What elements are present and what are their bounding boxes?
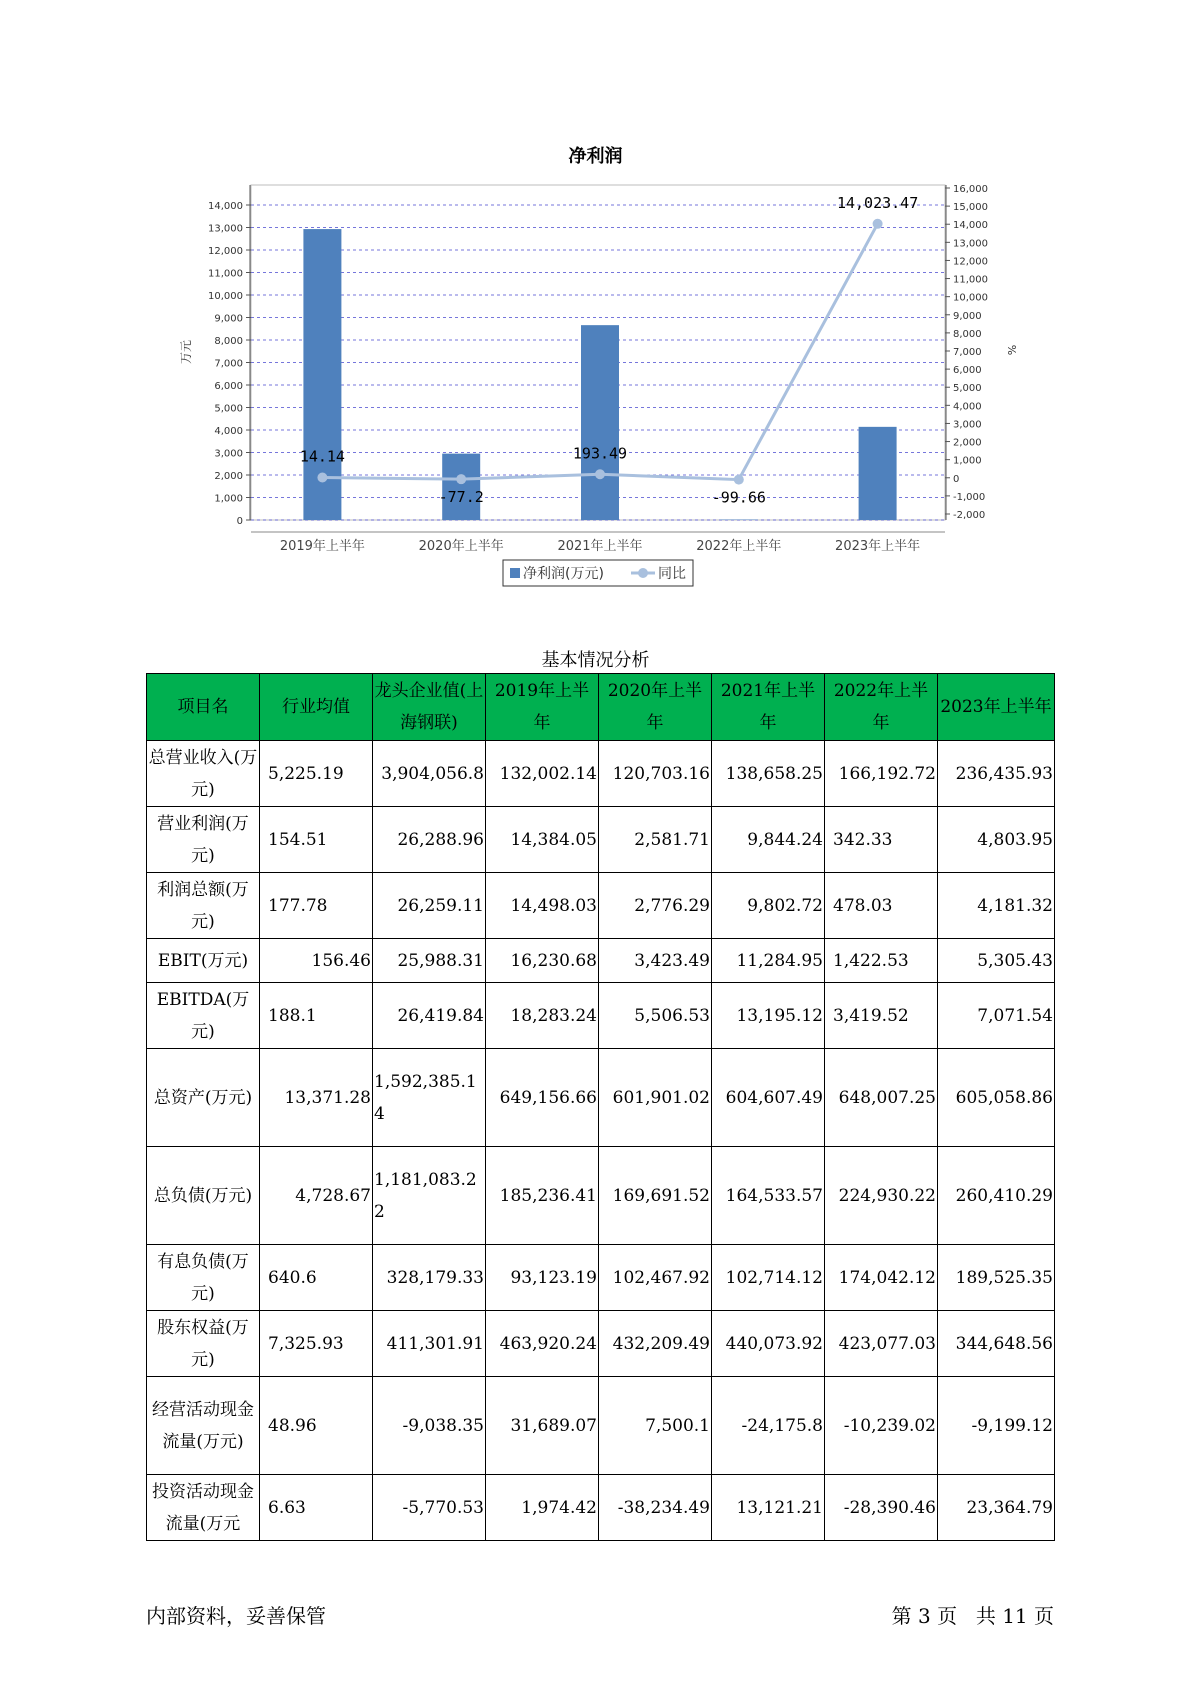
left-axis-tick-label: 10,000	[208, 291, 243, 302]
table-cell: 4,728.67	[260, 1147, 373, 1245]
row-label: EBIT(万元)	[147, 939, 260, 983]
table-cell: 156.46	[260, 939, 373, 983]
table-header-row	[147, 674, 1055, 741]
table-cell: -5,770.53	[373, 1475, 486, 1541]
page-suffix: 页	[937, 1604, 958, 1628]
row-label: 总营业收入(万元)	[147, 741, 260, 807]
right-axis-tick-label: 6,000	[953, 365, 982, 377]
right-axis-tick-label: 5,000	[953, 383, 982, 395]
left-axis-tick-label: 1,000	[214, 493, 243, 505]
table-row	[147, 873, 1055, 939]
table-cell: 93,123.19	[486, 1245, 599, 1311]
row-label: 股东权益(万元)	[147, 1311, 260, 1377]
row-label: 有息负债(万元)	[147, 1245, 260, 1311]
table-cell: 604,607.49	[712, 1049, 825, 1147]
table-cell: 224,930.22	[825, 1147, 938, 1245]
table-cell: 2,776.29	[599, 873, 712, 939]
table-cell: 411,301.91	[373, 1311, 486, 1377]
table-cell: 174,042.12	[825, 1245, 938, 1311]
net-profit-chart	[0, 0, 1191, 600]
table-cell: 5,225.19	[260, 741, 373, 807]
left-axis-title: 万元	[179, 339, 193, 365]
left-axis-tick-label: 7,000	[214, 358, 243, 370]
table-cell: 5,506.53	[599, 983, 712, 1049]
table-row	[147, 939, 1055, 983]
table-cell: 25,988.31	[373, 939, 486, 983]
table-cell: 26,259.11	[373, 873, 486, 939]
column-header: 2022年上半年	[825, 674, 938, 741]
table-cell: 185,236.41	[486, 1147, 599, 1245]
row-label: 营业利润(万元)	[147, 807, 260, 873]
table-cell: 11,284.95	[712, 939, 825, 983]
right-axis-tick-label: 7,000	[953, 347, 982, 358]
table-cell: -38,234.49	[599, 1475, 712, 1541]
table-cell: 342.33	[825, 807, 938, 873]
footer-page-number	[892, 1600, 1054, 1629]
yoy-point	[317, 473, 327, 483]
column-header: 2020年上半年	[599, 674, 712, 741]
table-cell: 3,423.49	[599, 939, 712, 983]
left-axis-tick-label: 6,000	[214, 381, 243, 392]
table-cell: 13,371.28	[260, 1049, 373, 1147]
row-label: 总负债(万元)	[147, 1147, 260, 1245]
table-cell: 440,073.92	[712, 1311, 825, 1377]
left-axis-tick-label: 14,000	[208, 201, 243, 212]
table-cell: 189,525.35	[938, 1245, 1055, 1311]
table-row	[147, 741, 1055, 807]
legend-bar-swatch	[510, 568, 520, 578]
legend-bar-label: 净利润(万元)	[523, 566, 604, 582]
total-suffix: 页	[1034, 1604, 1054, 1628]
right-axis-tick-label: 4,000	[953, 401, 982, 413]
table-row	[147, 983, 1055, 1049]
x-axis-tick-label: 2019年上半年	[279, 539, 365, 554]
table-row	[147, 1475, 1055, 1541]
chart-title: 净利润	[568, 146, 623, 167]
table-cell: -28,390.46	[825, 1475, 938, 1541]
left-axis-tick-label: 4,000	[214, 426, 243, 437]
right-axis-tick-label: 8,000	[953, 328, 982, 340]
table-cell: 5,305.43	[938, 939, 1055, 983]
legend-line-marker	[638, 568, 648, 578]
yoy-data-label: 193.49	[572, 444, 628, 463]
yoy-data-label: -99.66	[711, 488, 766, 507]
yoy-data-label: -77.2	[438, 488, 484, 507]
table-cell: 169,691.52	[599, 1147, 712, 1245]
table-cell: 344,648.56	[938, 1311, 1055, 1377]
table-cell: 9,802.72	[712, 873, 825, 939]
table-cell: 4,181.32	[938, 873, 1055, 939]
table-cell: 14,498.03	[486, 873, 599, 939]
row-label: 投资活动现金流量(万元	[147, 1475, 260, 1541]
page-number: 3	[918, 1604, 931, 1628]
net-profit-bar	[581, 325, 619, 520]
table-cell: 640.6	[260, 1245, 373, 1311]
left-axis-tick-label: 5,000	[214, 403, 243, 415]
table-cell: 1,422.53	[825, 939, 938, 983]
yoy-data-label: 14.14	[299, 447, 345, 466]
table-cell: -10,239.02	[825, 1377, 938, 1475]
table-cell: 23,364.79	[938, 1475, 1055, 1541]
table-cell: 164,533.57	[712, 1147, 825, 1245]
table-cell: 177.78	[260, 873, 373, 939]
column-header: 龙头企业值(上海钢联)	[373, 674, 486, 741]
yoy-data-label: 14,023.47	[836, 193, 919, 212]
table-cell: 649,156.66	[486, 1049, 599, 1147]
table-row	[147, 1245, 1055, 1311]
left-axis-tick-label: 8,000	[214, 336, 243, 347]
table-cell: 432,209.49	[599, 1311, 712, 1377]
x-axis-tick-label: 2020年上半年	[418, 539, 504, 554]
page-prefix: 第	[891, 1604, 912, 1628]
table-cell: 260,410.29	[938, 1147, 1055, 1245]
table-row	[147, 1049, 1055, 1147]
table-row	[147, 1377, 1055, 1475]
table-cell: 4,803.95	[938, 807, 1055, 873]
table-row	[147, 807, 1055, 873]
table-cell: 26,288.96	[373, 807, 486, 873]
table-cell: 6.63	[260, 1475, 373, 1541]
table-cell: 7,500.1	[599, 1377, 712, 1475]
table-cell: 1,974.42	[486, 1475, 599, 1541]
table-cell: 2,581.71	[599, 807, 712, 873]
table-cell: 3,419.52	[825, 983, 938, 1049]
x-axis-tick-label: 2023年上半年	[835, 539, 921, 554]
table-cell: 132,002.14	[486, 741, 599, 807]
table-cell: 3,904,056.8	[373, 741, 486, 807]
table-cell: 328,179.33	[373, 1245, 486, 1311]
right-axis-tick-label: 11,000	[953, 274, 988, 286]
table-cell: 154.51	[260, 807, 373, 873]
right-axis-tick-label: 2,000	[953, 437, 982, 449]
table-cell: 423,077.03	[825, 1311, 938, 1377]
table-cell: 605,058.86	[938, 1049, 1055, 1147]
table-row	[147, 1147, 1055, 1245]
table-cell: 463,920.24	[486, 1311, 599, 1377]
row-label: 利润总额(万元)	[147, 873, 260, 939]
yoy-point	[734, 475, 744, 485]
table-caption: 基本情况分析	[541, 650, 650, 671]
table-cell: 9,844.24	[712, 807, 825, 873]
net-profit-bar	[859, 427, 897, 520]
table-cell: 13,195.12	[712, 983, 825, 1049]
table-row	[147, 1311, 1055, 1377]
table-cell: 7,071.54	[938, 983, 1055, 1049]
table-cell: 120,703.16	[599, 741, 712, 807]
column-header: 行业均值	[260, 674, 373, 741]
right-axis-tick-label: 14,000	[953, 220, 988, 232]
x-axis-tick-label: 2021年上半年	[557, 539, 643, 554]
left-axis-tick-label: 12,000	[208, 246, 243, 257]
row-label: 经营活动现金流量(万元)	[147, 1377, 260, 1475]
table-cell: 48.96	[260, 1377, 373, 1475]
table-cell: 1,181,083.22	[373, 1147, 486, 1245]
right-axis-tick-label: 1,000	[953, 455, 982, 467]
yoy-point	[595, 469, 605, 479]
yoy-point	[456, 474, 466, 484]
table-cell: 648,007.25	[825, 1049, 938, 1147]
table-cell: 478.03	[825, 873, 938, 939]
table-cell: -9,199.12	[938, 1377, 1055, 1475]
column-header: 2019年上半年	[486, 674, 599, 741]
left-axis-tick-label: 11,000	[208, 268, 243, 280]
table-cell: 13,121.21	[712, 1475, 825, 1541]
net-profit-bar	[442, 454, 480, 520]
left-axis-tick-label: 9,000	[214, 313, 243, 325]
left-axis-tick-label: 13,000	[208, 223, 243, 235]
table-cell: -24,175.8	[712, 1377, 825, 1475]
basic-analysis-table	[146, 673, 1055, 1541]
table-cell: 166,192.72	[825, 741, 938, 807]
x-axis-tick-label: 2022年上半年	[696, 539, 782, 554]
table-cell: 601,901.02	[599, 1049, 712, 1147]
left-axis-tick-label: 3,000	[214, 448, 243, 460]
table-cell: 16,230.68	[486, 939, 599, 983]
table-cell: 138,658.25	[712, 741, 825, 807]
column-header: 2023年上半年	[938, 674, 1055, 741]
table-cell: 26,419.84	[373, 983, 486, 1049]
row-label: EBITDA(万元)	[147, 983, 260, 1049]
left-axis-tick-label: 2,000	[214, 471, 243, 482]
column-header: 项目名	[147, 674, 260, 741]
table-cell: 102,714.12	[712, 1245, 825, 1311]
right-axis-tick-label: 3,000	[953, 419, 982, 431]
table-cell: 102,467.92	[599, 1245, 712, 1311]
yoy-point	[873, 219, 883, 229]
table-cell: 188.1	[260, 983, 373, 1049]
right-axis-tick-label: 12,000	[953, 256, 988, 268]
total-prefix: 共	[975, 1604, 996, 1628]
table-cell: 1,592,385.14	[373, 1049, 486, 1147]
table-cell: 14,384.05	[486, 807, 599, 873]
footer-confidential-note: 内部资料，妥善保管	[146, 1604, 326, 1628]
right-axis-tick-label: 10,000	[953, 292, 988, 304]
right-axis-tick-label: 9,000	[953, 310, 982, 322]
legend-line-label: 同比	[658, 566, 686, 582]
table-cell: 31,689.07	[486, 1377, 599, 1475]
right-axis-tick-label: -1,000	[953, 491, 986, 503]
right-axis-tick-label: 15,000	[953, 202, 988, 214]
right-axis-title: %	[1005, 344, 1018, 356]
right-axis-tick-label: 16,000	[953, 184, 988, 195]
table-cell: 18,283.24	[486, 983, 599, 1049]
right-axis-tick-label: 13,000	[953, 238, 988, 250]
row-label: 总资产(万元)	[147, 1049, 260, 1147]
right-axis-tick-label: 0	[953, 473, 960, 485]
column-header: 2021年上半年	[712, 674, 825, 741]
table-cell: 7,325.93	[260, 1311, 373, 1377]
left-axis-tick-label: 0	[236, 516, 243, 527]
total-pages: 11	[1002, 1604, 1028, 1628]
table-cell: -9,038.35	[373, 1377, 486, 1475]
right-axis-tick-label: -2,000	[953, 510, 986, 521]
table-cell: 236,435.93	[938, 741, 1055, 807]
